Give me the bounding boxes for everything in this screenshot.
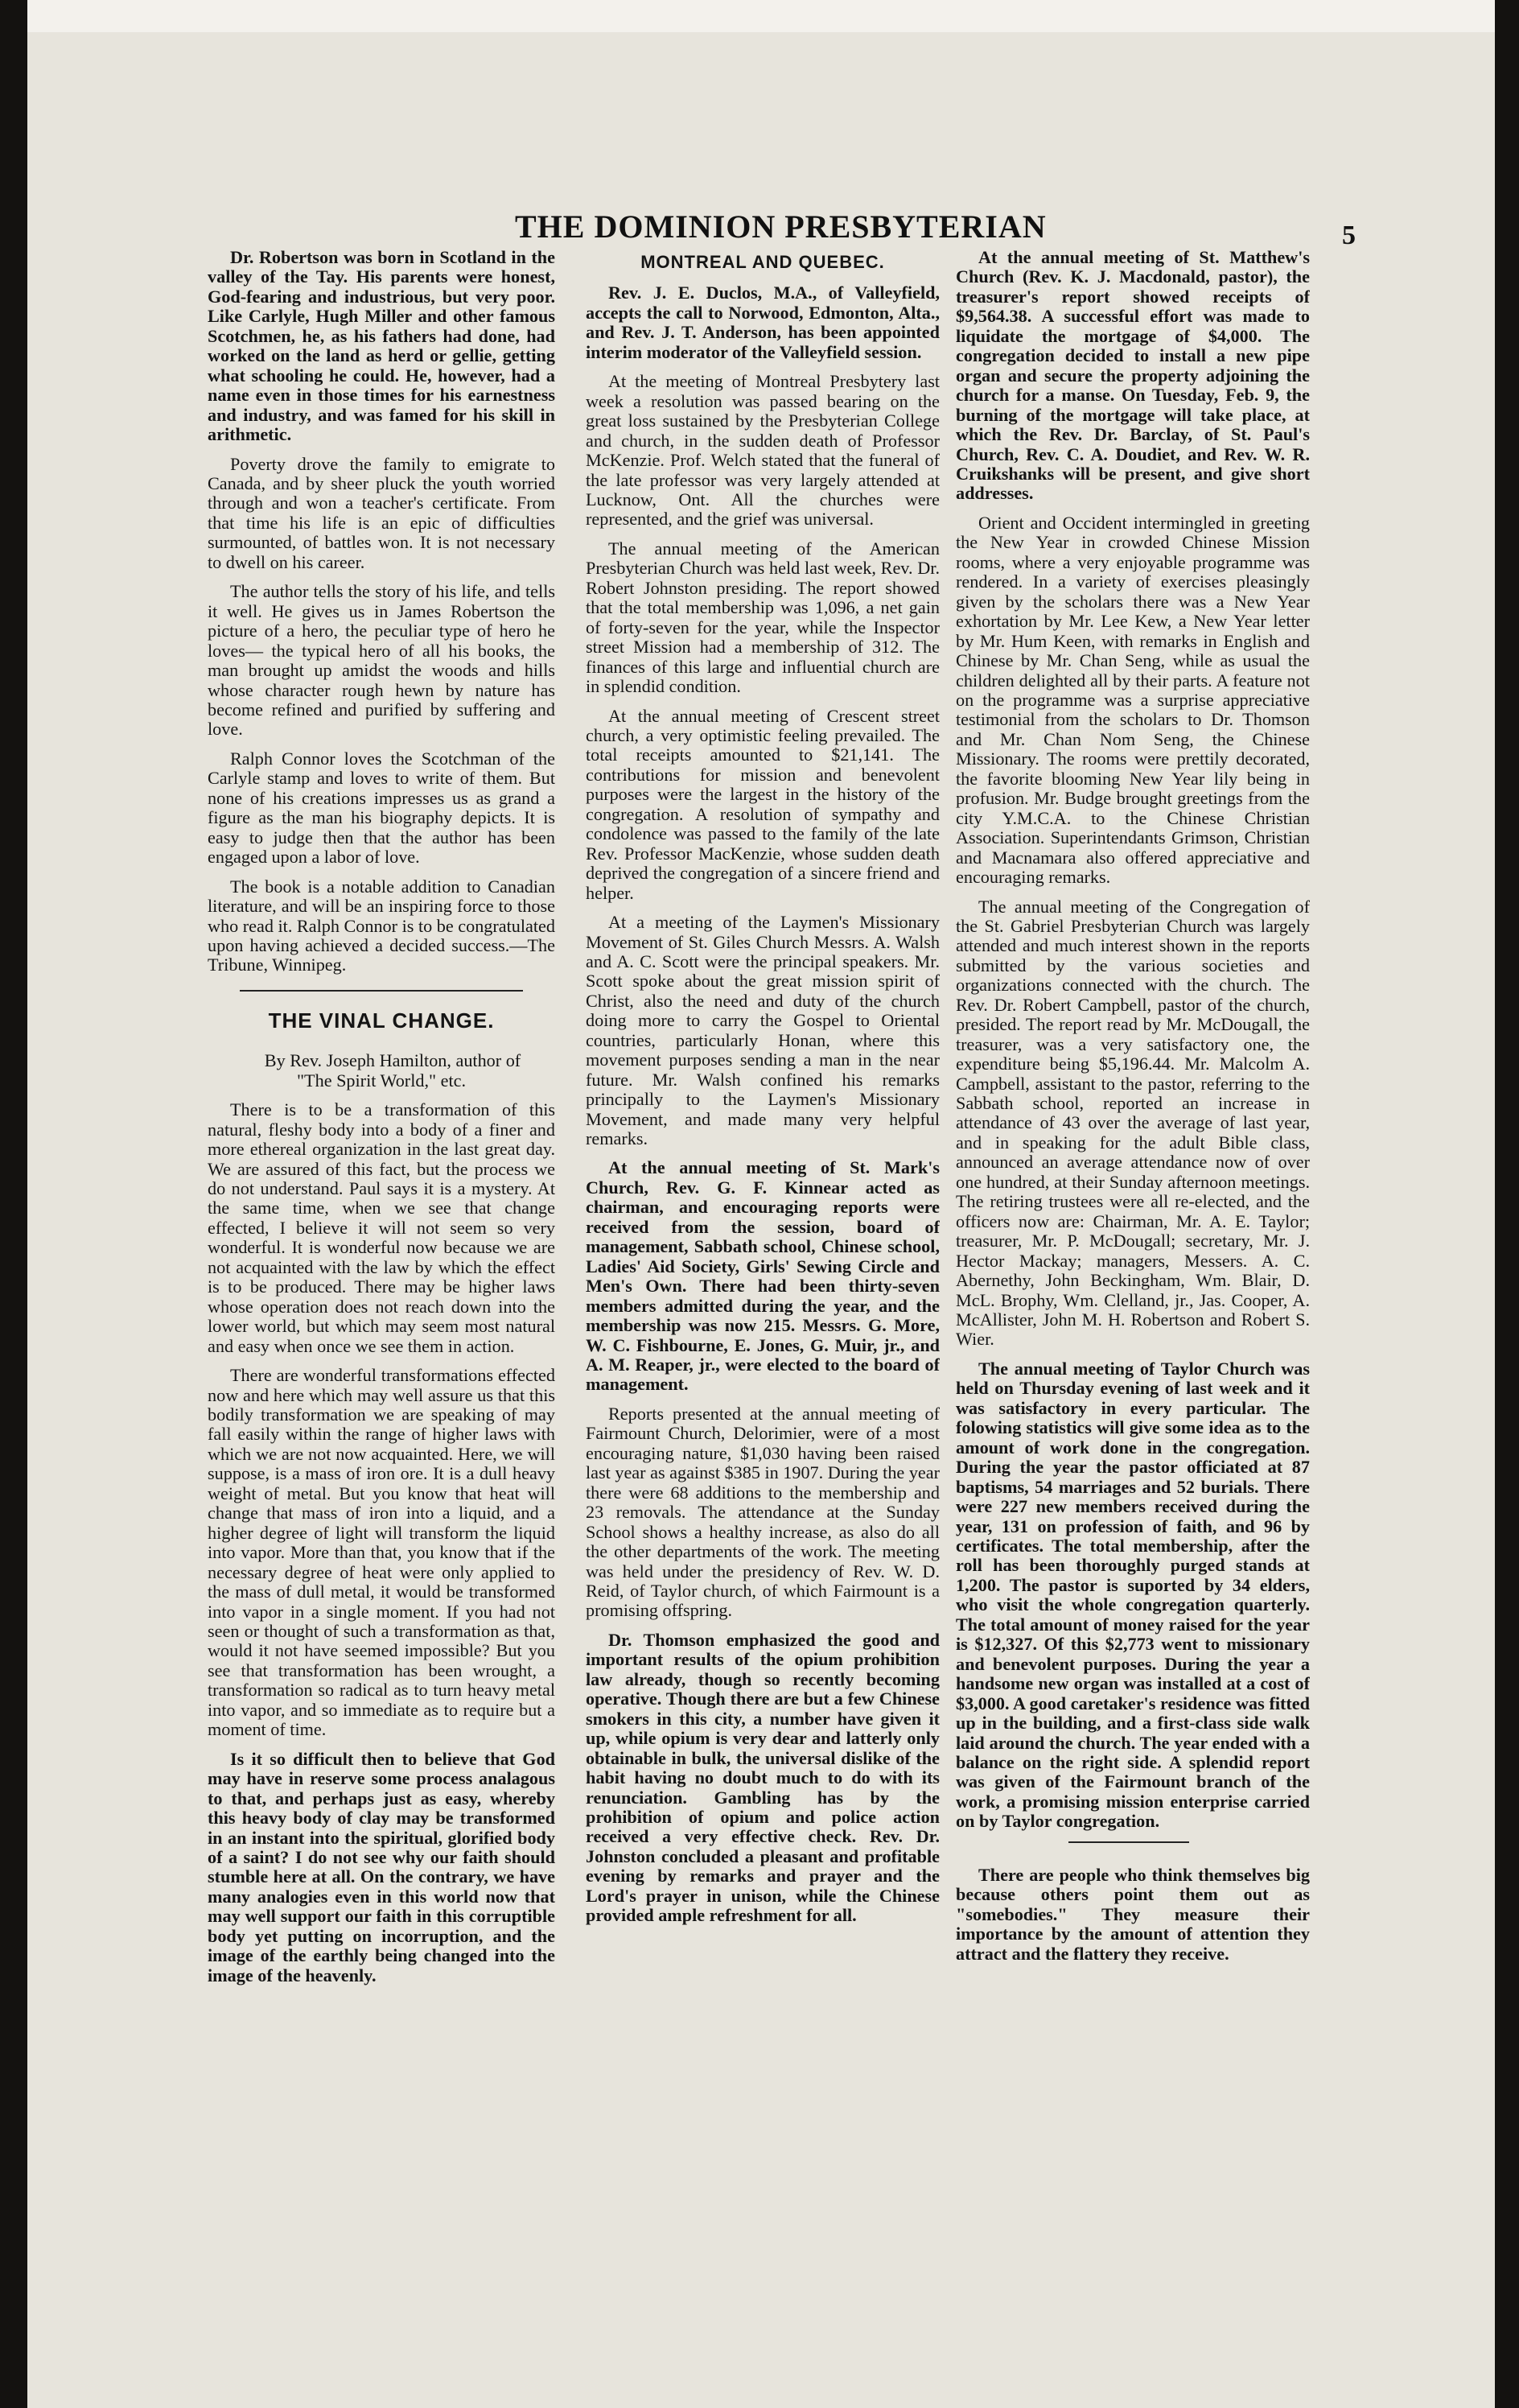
col2-paragraph: Reports presented at the annual meeting of Fairmount Church, Delorimier, were of a most encouraging nature, $1,030 having been raised last year as against $385 in 1907. During the year there were 68 additions to the membership and 23 removals. The attendance at the Sunday School shows a healthy increase, as also do all the other departments of the work. The meeting was held under the presidency of Rev. W. D. Reid, of Taylor church, of which Fairmount is a promising offspring. (586, 1403, 940, 1621)
col1-paragraph: The book is a notable addition to Canadian literature, and will be an inspiring force to those who read it. Ralph Connor is to be congratulated upon having achieved a decided success.—The Tribune, Winnipeg. (208, 876, 555, 975)
column-1 (208, 248, 555, 2365)
montreal-quebec-heading: MONTREAL AND QUEBEC. (640, 252, 885, 272)
col2-paragraph: Dr. Thomson emphasized the good and important results of the opium prohibition law already, though so recently becoming operative. Though there are but a few Chinese smokers in this city, a number have given it up, while opium is very dear and latterly only obtainable in bulk, the universal dislike of the habit having no doubt much to do with its renunciation. Gambling has by the prohibition of opium and police action received a very effective check. Rev. Dr. Johnston concluded a pleasant and profitable evening by remarks and prayer and the Lord's prayer in unison, while the Chinese provided ample refreshment for all. (586, 1629, 940, 1926)
col3-paragraph: Orient and Occident intermingled in greeting the New Year in crowded Chinese Mission rooms, where a very enjoyable programme was rendered. In a variety of exercises pleasingly given by the scholars there was a New Year exhortation by Mr. Lee Kew, a New Year letter by Mr. Hum Keen, with remarks in English and Chinese by Mr. Chan Seng, while as usual the children delighted all by their parts. A feature not on the programme was a surprise appreciative testimonial from the scholars to Dr. Thomson and Mr. Chan Nom Seng, the Chinese Missionary. The rooms were prettily decorated, the favorite blooming New Year lily being in profusion. Mr. Budge brought greetings from the city Y.M.C.A. to the Chinese Christian Association. Superintendants Grimson, Christian and Macnamara also offered appreciative and encouraging remarks. (956, 512, 1310, 888)
vinal-byline-line1: By Rev. Joseph Hamilton, author of (264, 1050, 521, 1071)
col3-paragraph: At the annual meeting of St. Matthew's Church (Rev. K. J. Macdonald, pastor), the treasurer's report showed receipts of $9,564.38. A successful effort was made to liquidate the mortgage of $4,000. The congregation decided to install a new pipe organ and secure the property adjoining the church for a manse. On Tuesday, Feb. 9, the burning of the mortgage will take place, at which the Rev. Dr. Barclay, of St. Paul's Church, Rev. C. A. Doudiet, and Rev. W. R. Cruikshanks will be present, and give short addresses. (956, 248, 1310, 504)
closing-paragraph: There are people who think themselves big because others point them out as "somebodies." They measure their importance by the amount of attention they attract and the flattery they receive. (956, 1864, 1310, 1964)
col1-paragraph: Poverty drove the family to emigrate to Canada, and by sheer pluck the youth worried through and won a teacher's certificate. From that time his life is an epic of difficulties surmounted, of battles won. It is not necessary to dwell on his career. (208, 453, 555, 572)
col2-paragraph: At a meeting of the Laymen's Missionary Movement of St. Giles Church Messrs. A. Walsh and A. C. Scott were the principal speakers. Mr. Scott spoke about the great mission spirit of Christ, also the need and duty of the church doing more to carry the Gospel to Oriental countries, particularly Honan, where this movement purposes sending a man in the near future. Mr. Walsh confined his remarks principally to the Laymen's Missionary Movement, and made many very helpful remarks. (586, 912, 940, 1149)
column-3 (956, 248, 1310, 2365)
section-divider (1068, 1841, 1189, 1843)
col2-paragraph: At the annual meeting of St. Mark's Church, Rev. G. F. Kinnear acted as chairman, and encouraging reports were received from the session, board of management, Sabbath school, Chinese school, Ladies' Aid Society, Girls' Sewing Circle and Men's Own. There had been thirty-seven members admitted during the year, and the membership was now 215. Messrs. G. More, W. C. Fishbourne, E. Jones, G. Muir, jr., and A. M. Reaper, jr., were elected to the board of management. (586, 1157, 940, 1395)
section-divider (240, 990, 523, 992)
col1-paragraph: Dr. Robertson was born in Scotland in the valley of the Tay. His parents were honest, God-fearing and industrious, but very poor. Like Carlyle, Hugh Miller and other famous Scotchmen, he, as his fathers had done, had worked on the land as herd or gellie, getting what schooling he could. He, however, had a name even in those times for his earnestness and industry, and was famed for his skill in arithmetic. (208, 248, 555, 445)
running-head: THE DOMINION PRESBYTERIAN (515, 208, 1047, 245)
page-number: 5 (1342, 221, 1356, 250)
scan-right-border (1495, 0, 1519, 2408)
col1-paragraph: The author tells the story of his life, and tells it well. He gives us in James Robertson the picture of a hero, the peculiar type of hero he loves— the typical hero of all his books, the man brought up amidst the woods and hills whose character rough hewn by nature has become refined and purified by suffering and love. (208, 581, 555, 740)
col2-paragraph: The annual meeting of the American Presbyterian Church was held last week, Rev. Dr. Robert Johnston presiding. The report showed that the total membership was 1,096, a net gain of forty-seven for the year, while the Inspector street Mission had a membership of 312. The finances of this large and influential church are in splendid condition. (586, 538, 940, 697)
column-2 (586, 248, 940, 2365)
vinal-change-heading: THE VINAL CHANGE. (268, 1008, 495, 1033)
vinal-byline (208, 1051, 555, 1091)
col1-paragraph: Ralph Connor loves the Scotchman of the Carlyle stamp and loves to write of them. But none of his creations impresses us as grand a figure as the man his biography depicts. It is easy to judge then that the author has been engaged upon a labor of love. (208, 748, 555, 868)
col3-paragraph: The annual meeting of the Congregation of the St. Gabriel Presbyterian Church was largely attended and much interest shown in the reports submitted by the various societies and organizations connected with the church. The Rev. Dr. Robert Campbell, pastor of the church, presided. The report read by Mr. McDougall, the treasurer, was a very satisfactory one, the expenditure being $5,196.44. Mr. Malcolm A. Campbell, assistant to the pastor, referring to the Sabbath school, reported an increase in attendance of 43 over the average of last year, and in speaking for the adult Bible class, announced an average attendance now of over one hundred, at their Sunday afternoon meetings. The retiring trustees were all re-elected, and the officers now are: Chairman, Mr. A. E. Taylor; treasurer, Mr. P. McDougall; secretary, Mr. J. Hector Mackay; managers, Messers. A. C. Abernethy, John Beckingham, Wm. Blair, D. McL. Brophy, Wm. Clelland, jr., Jas. Cooper, A. McAllister, John M. H. Robertson and Robert S. Wier. (956, 896, 1310, 1350)
vinal-paragraph: There are wonderful transformations effected now and here which may well assure us that this bodily transformation we are speaking of may fall easily within the range of higher laws with which we are not now acquainted. Here, we will suppose, is a mass of iron ore. It is a dull heavy weight of metal. But you know that heat will change that mass of iron into a liquid, and a higher degree of light will transform the liquid into vapor. More than that, you know that if the necessary degree of heat were only applied to the mass of dull metal, it would be transformed into vapor in a single moment. If you had not seen or thought of such a transformation as that, would it not have seemed impossible? But you see that transformation has been wrought, a transformation so radical as to turn heavy metal into vapor, and so immediate as to require but a moment of time. (208, 1365, 555, 1740)
col3-paragraph: The annual meeting of Taylor Church was held on Thursday evening of last week and it was satisfactory in every particular. The folowing statistics will give some idea as to the amount of work done in the congregation. During the year the pastor officiated at 87 baptisms, 54 marriages and 52 burials. There were 227 new members received during the year, 131 on profession of faith, and 96 by certificates. The total membership, after the roll has been thoroughly purged stands at 1,200. The pastor is suported by 34 elders, who visit the whole congregation quarterly. The total amount of money raised for the year is $12,327. Of this $2,773 went to missionary and benevolent purposes. During the year a handsome new organ was installed at a cost of $3,000. A good caretaker's residence was fitted up in the building, and a first-class side walk laid around the church. The year ended with a balance on the right side. A splendid report was given of the Fairmount branch of the work, a promising mission enterprise carried on by Taylor congregation. (956, 1358, 1310, 1832)
col2-paragraph: At the meeting of Montreal Presbytery last week a resolution was passed bearing on the great loss sustained by the Presbyterian College and church, in the sudden death of Professor McKenzie. Prof. Welch stated that the funeral of the late professor was very largely attended at Lucknow, Ont. All the churches were represented, and the grief was universal. (586, 371, 940, 530)
col2-paragraph: At the annual meeting of Crescent street church, a very optimistic feeling prevailed. The total receipts amounted to $21,141. The contributions for mission and benevolent purposes were the largest in the history of the congregation. A resolution of sympathy and condolence was passed to the family of the late Rev. Professor MacKenzie, whose sudden death deprived the congregation of a sincere friend and helper. (586, 705, 940, 903)
scan-left-border (0, 0, 27, 2408)
col2-paragraph: Rev. J. E. Duclos, M.A., of Valleyfield, accepts the call to Norwood, Edmonton, Alta., and Rev. J. T. Anderson, has been appointed interim moderator of the Valleyfield session. (586, 282, 940, 362)
vinal-paragraph: There is to be a transformation of this natural, fleshy body into a body of a finer and more ethereal organization in the last great day. We are assured of this fact, but the process we do not understand. Paul says it is a mystery. At the same time, when we see that change effected, I believe it will not seem so very wonderful. It is wonderful now because we are not acquainted with the law by which the effect is to be produced. There may be higher laws whose operation does not reach down into the lower world, but which may seem most natural and easy when once we see them in action. (208, 1099, 555, 1356)
vinal-byline-line2: "The Spirit World," etc. (296, 1070, 467, 1091)
vinal-paragraph: Is it so difficult then to believe that God may have in reserve some process analagous to that, and perhaps just as easy, whereby this heavy body of clay may be transformed in an instant into the spiritual, glorified body of a saint? I do not see why our faith should stumble here at all. On the contrary, we have many analogies even in this world now that may well support our faith in this corruptible body yet putting on incorruption, and the image of the earthly being changed into the image of the heavenly. (208, 1748, 555, 1985)
scan-top-margin (0, 0, 1519, 32)
